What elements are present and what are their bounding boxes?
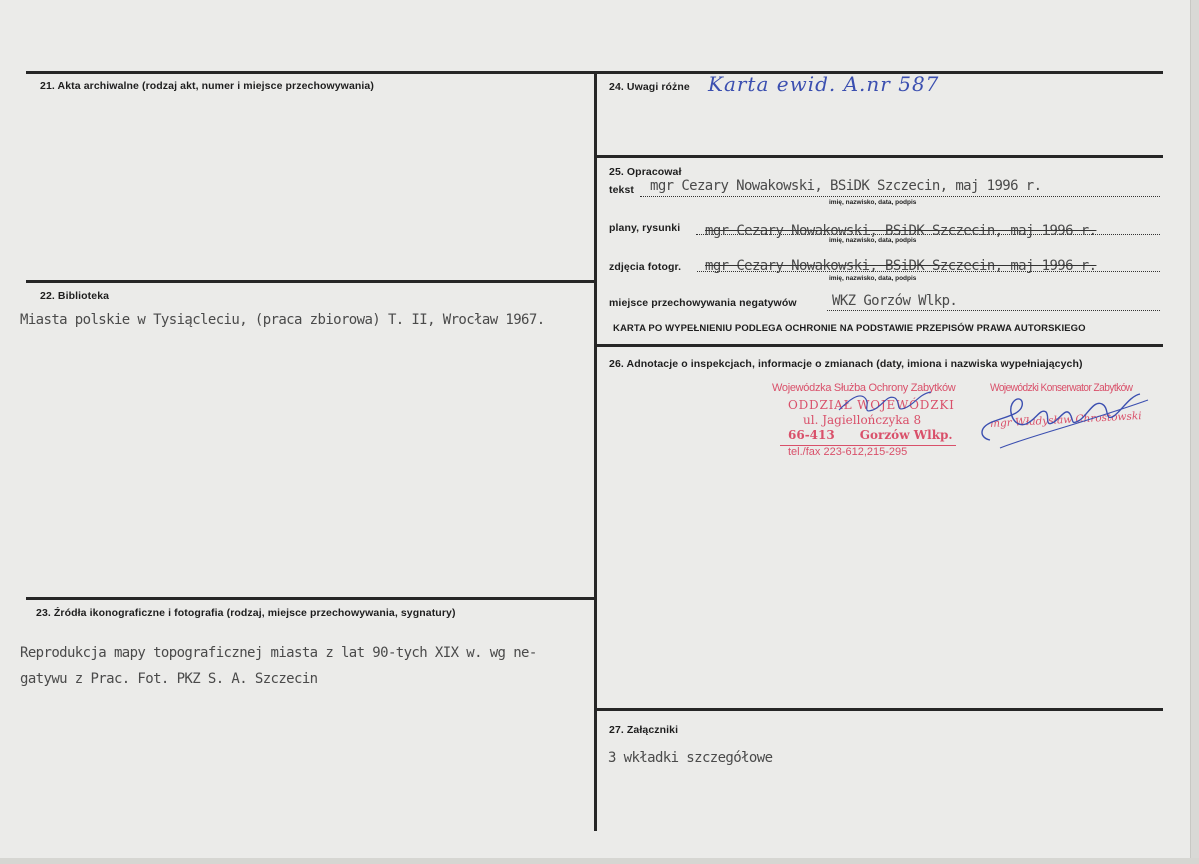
section-22-label: 22. Biblioteka	[40, 290, 110, 302]
zdjecia-value: mgr Cezary Nowakowski, BSiDK Szczecin, maj 1996 r.	[705, 258, 1097, 274]
section-24-handwritten: Karta ewid. A.nr 587	[708, 72, 940, 96]
negatywy-value: WKZ Gorzów Wlkp.	[832, 293, 958, 309]
tekst-value: mgr Cezary Nowakowski, BSiDK Szczecin, maj 1996 r.	[650, 178, 1042, 194]
section-22-value: Miasta polskie w Tysiącleciu, (praca zbiorowa) T. II, Wrocław 1967.	[20, 312, 545, 328]
plany-value: mgr Cezary Nowakowski, BSiDK Szczecin, maj 1996 r.	[705, 223, 1097, 239]
stamp-line-4: 66-413 Gorzów Wlkp.	[788, 428, 953, 442]
negatywy-dotted-line	[827, 309, 1160, 311]
rule-24-25	[594, 155, 1163, 158]
card-right-edge	[1190, 0, 1199, 864]
negatywy-label: miejsce przechowywania negatywów	[609, 297, 797, 309]
stamp-right-line-2: mgr Władysław Chrostowski	[989, 410, 1142, 430]
section-26-label: 26. Adnotacje o inspekcjach, informacje o zmianach (daty, imiona i nazwiska wypełniających)	[609, 358, 1083, 370]
section-23-label: 23. Źródła ikonograficzne i fotografia (rodzaj, miejsce przechowywania, sygnatury)	[36, 607, 456, 619]
section-21-label: 21. Akta archiwalne (rodzaj akt, numer i miejsce przechowywania)	[40, 80, 374, 92]
rule-25-26	[594, 344, 1163, 347]
section-23-line1: Reprodukcja mapy topograficznej miasta z lat 90-tych XIX w. wg ne-	[20, 645, 537, 661]
stamp-line-5: tel./fax 223-612,215-295	[788, 446, 908, 458]
stamp-right-line-1: Wojewódzki Konserwator Zabytków	[990, 382, 1133, 394]
tekst-hint: imię, nazwisko, data, podpis	[829, 199, 917, 206]
section-23-line2: gatywu z Prac. Fot. PKZ S. A. Szczecin	[20, 671, 318, 687]
section-24-label: 24. Uwagi różne	[609, 81, 690, 93]
plany-label: plany, rysunki	[609, 222, 681, 234]
column-divider	[594, 71, 597, 831]
rule-22-23	[26, 597, 597, 600]
stamp-signature-mark	[835, 380, 945, 430]
stamp-line-3: ul. Jagiellończyka 8	[803, 413, 922, 427]
card-bottom-edge	[0, 858, 1199, 864]
rule-21-22	[26, 280, 597, 283]
section-27-value: 3 wkładki szczegółowe	[608, 750, 773, 766]
copyright-notice: KARTA PO WYPEŁNIENIU PODLEGA OCHRONIE NA PODSTAWIE PRZEPISÓW PRAWA AUTORSKIEGO	[613, 323, 1086, 334]
signature-mark	[970, 378, 1160, 458]
zdjecia-hint: imię, nazwisko, data, podpis	[829, 275, 917, 282]
tekst-dotted-line	[640, 195, 1160, 197]
tekst-label: tekst	[609, 184, 635, 196]
plany-hint: imię, nazwisko, data, podpis	[829, 237, 917, 244]
section-25-label: 25. Opracował	[609, 166, 682, 178]
rule-26-27	[594, 708, 1163, 711]
zdjecia-label: zdjęcia fotogr.	[609, 261, 682, 273]
stamp-line-1: Wojewódzka Służba Ochrony Zabytków	[772, 382, 956, 394]
section-27-label: 27. Załączniki	[609, 724, 679, 736]
stamp-line-2: ODDZIAŁ WOJEWÓDZKI	[788, 398, 955, 412]
